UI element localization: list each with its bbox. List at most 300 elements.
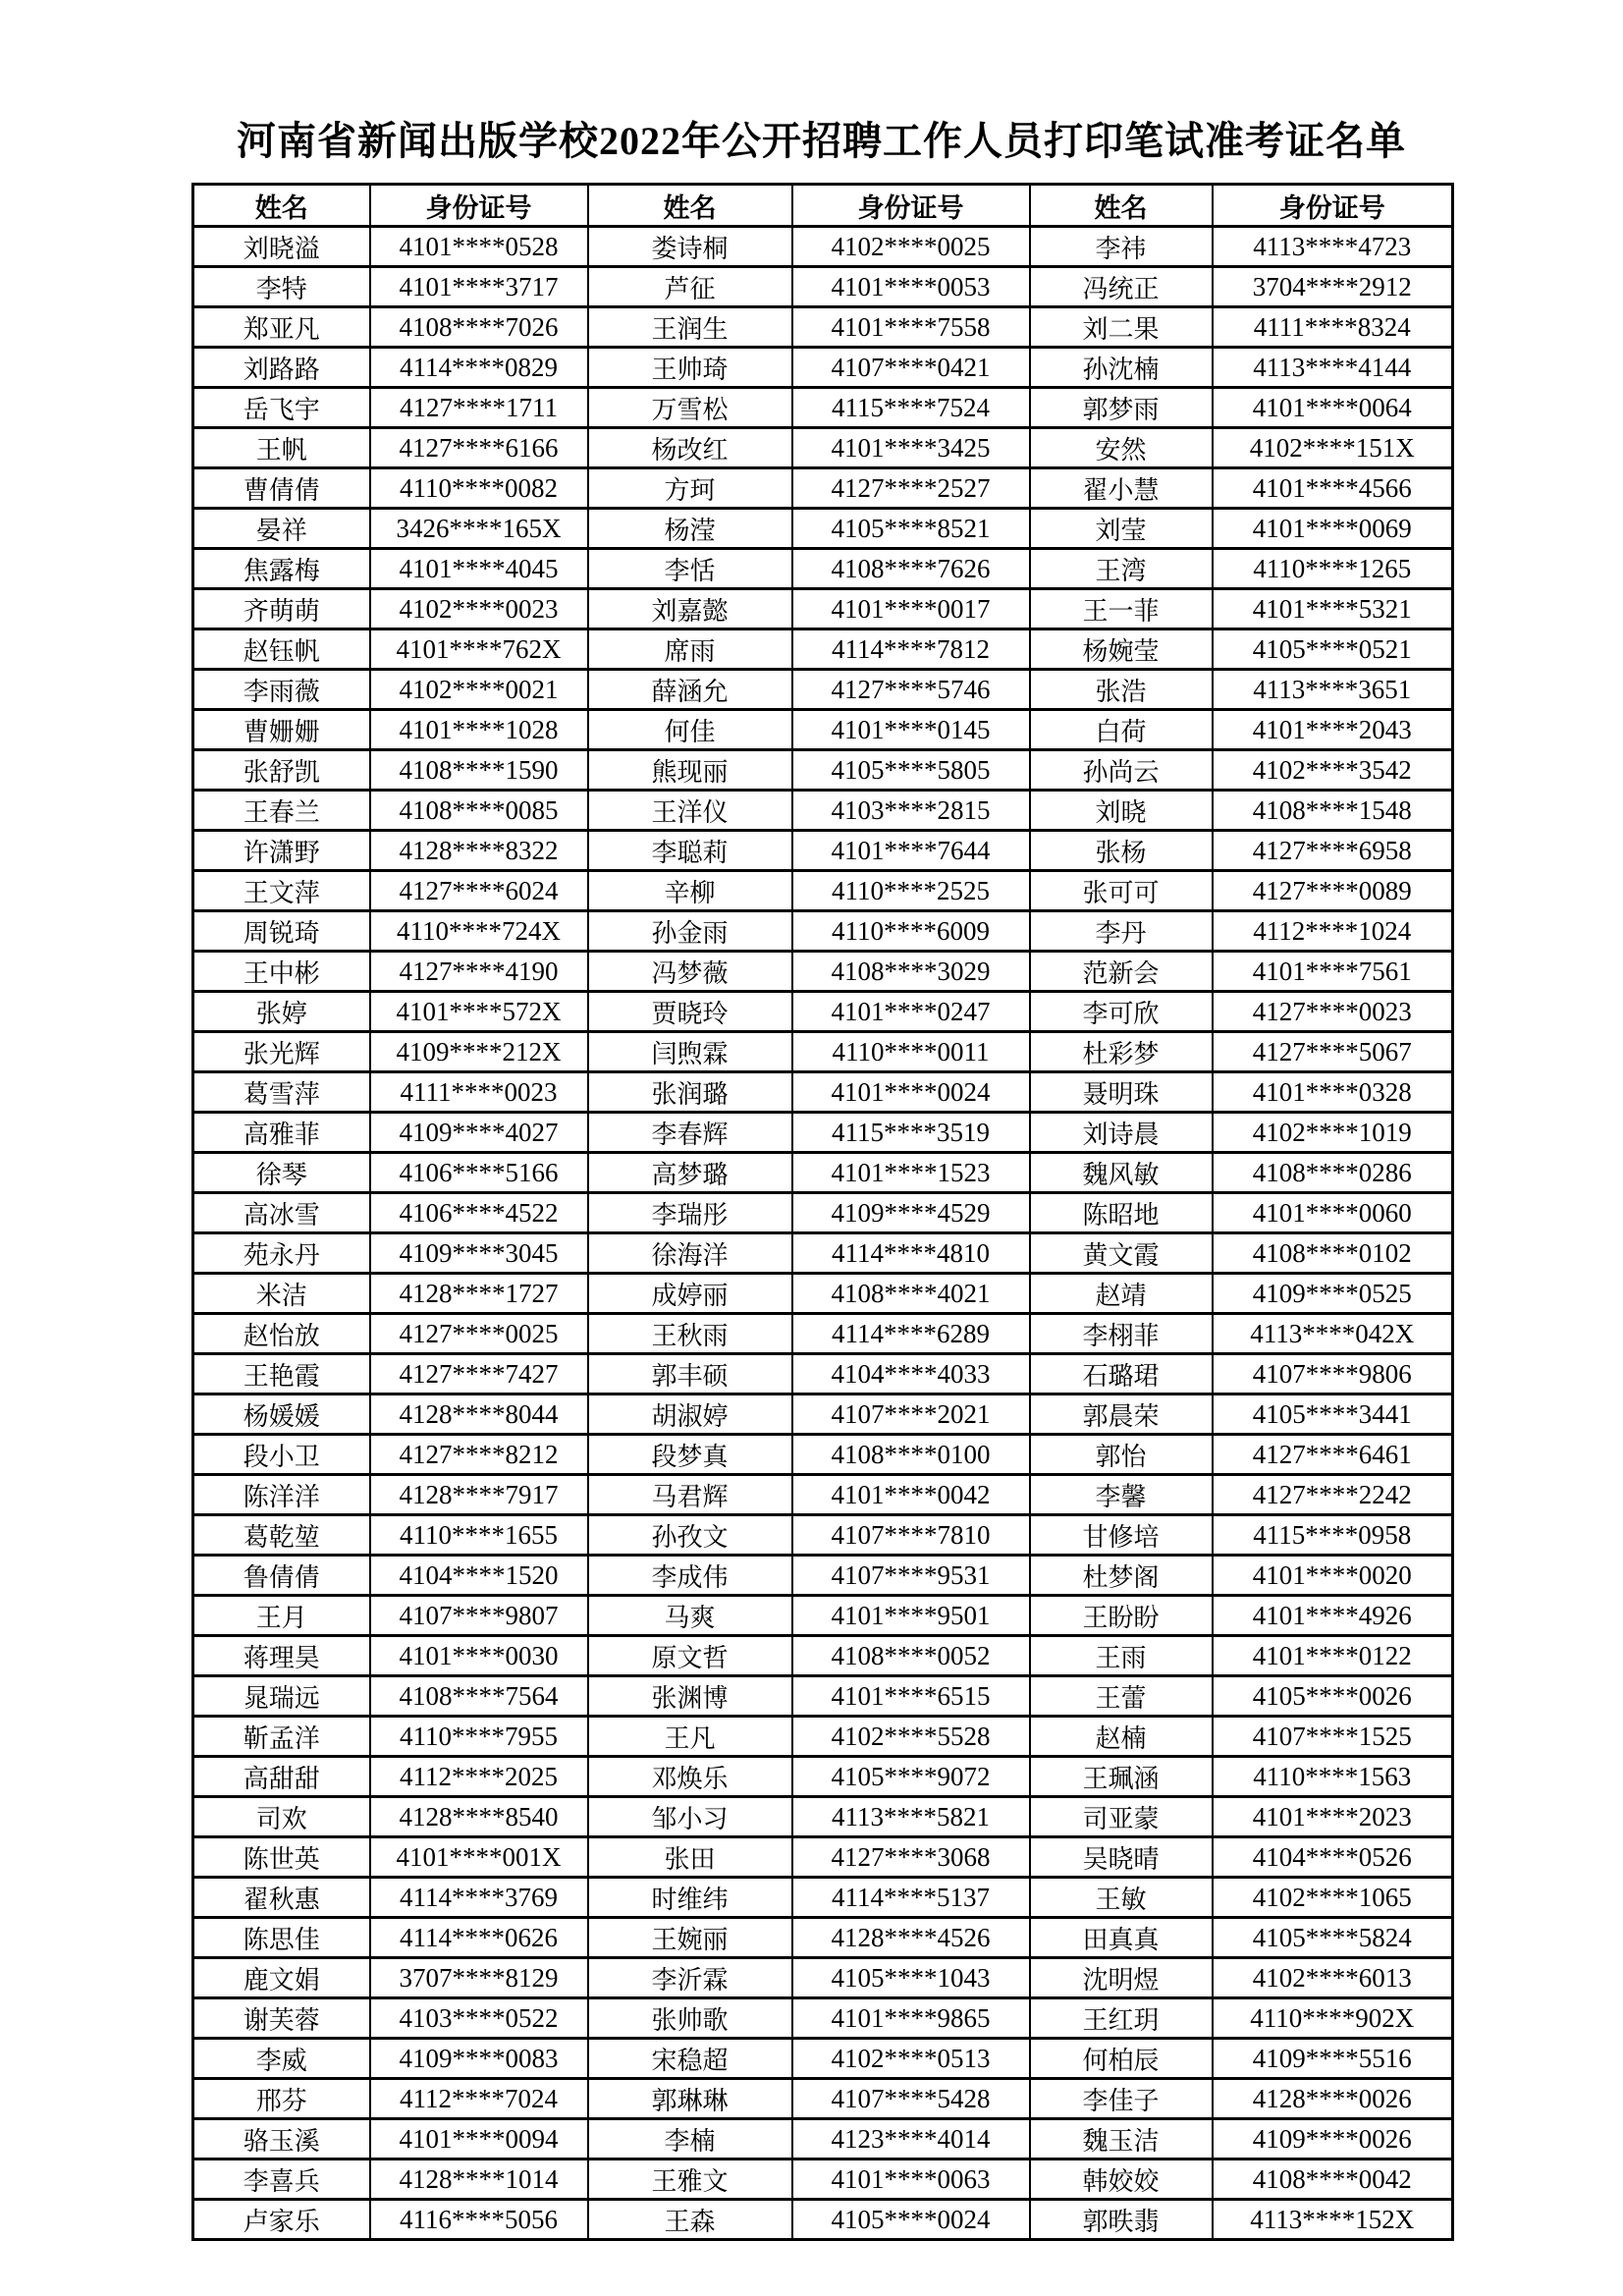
name-cell: 李栩菲 xyxy=(1030,1314,1213,1354)
id-cell: 4109****0026 xyxy=(1213,2119,1453,2159)
id-cell: 4109****212X xyxy=(370,1032,588,1072)
name-cell: 薛涵允 xyxy=(588,670,792,710)
id-cell: 4115****0958 xyxy=(1213,1515,1453,1556)
id-cell: 4108****1548 xyxy=(1213,791,1453,831)
name-cell: 时维纬 xyxy=(588,1878,792,1918)
id-cell: 4110****724X xyxy=(370,911,588,952)
name-cell: 黄文霞 xyxy=(1030,1233,1213,1274)
id-cell: 4101****0024 xyxy=(792,1072,1030,1113)
name-cell: 张浩 xyxy=(1030,670,1213,710)
name-cell: 晁瑞远 xyxy=(193,1676,370,1717)
id-cell: 4115****3519 xyxy=(792,1113,1030,1153)
table-row xyxy=(193,1998,1453,2039)
table-row xyxy=(193,1797,1453,1837)
id-cell: 3704****2912 xyxy=(1213,267,1453,307)
name-cell: 王秋雨 xyxy=(588,1314,792,1354)
name-cell: 许潇野 xyxy=(193,831,370,871)
name-cell: 李喜兵 xyxy=(193,2159,370,2200)
id-cell: 4123****4014 xyxy=(792,2119,1030,2159)
name-cell: 刘晓 xyxy=(1030,791,1213,831)
id-cell: 4102****0513 xyxy=(792,2039,1030,2079)
name-cell: 杨改红 xyxy=(588,428,792,468)
id-cell: 4108****7626 xyxy=(792,549,1030,589)
name-cell: 赵怡放 xyxy=(193,1314,370,1354)
id-cell: 4127****0089 xyxy=(1213,871,1453,911)
name-cell: 王红玥 xyxy=(1030,1998,1213,2039)
id-cell: 4101****0017 xyxy=(792,589,1030,629)
id-cell: 4127****0025 xyxy=(370,1314,588,1354)
name-cell: 孙沈楠 xyxy=(1030,348,1213,388)
name-cell: 米洁 xyxy=(193,1274,370,1314)
id-cell: 4108****3029 xyxy=(792,952,1030,992)
table-row xyxy=(193,1113,1453,1153)
id-cell: 4103****0522 xyxy=(370,1998,588,2039)
id-cell: 4101****0122 xyxy=(1213,1636,1453,1676)
id-cell: 4128****7917 xyxy=(370,1475,588,1515)
id-cell: 4104****4033 xyxy=(792,1354,1030,1394)
name-cell: 张润璐 xyxy=(588,1072,792,1113)
name-cell: 晏祥 xyxy=(193,509,370,549)
table-row xyxy=(193,1717,1453,1757)
name-cell: 冯统正 xyxy=(1030,267,1213,307)
name-cell: 贾晓玲 xyxy=(588,992,792,1032)
id-cell: 4109****3045 xyxy=(370,1233,588,1274)
id-cell: 4105****3441 xyxy=(1213,1394,1453,1435)
name-cell: 杨媛媛 xyxy=(193,1394,370,1435)
id-cell: 4108****7564 xyxy=(370,1676,588,1717)
name-cell: 李恬 xyxy=(588,549,792,589)
name-cell: 苑永丹 xyxy=(193,1233,370,1274)
id-cell: 4109****0083 xyxy=(370,2039,588,2079)
id-cell: 4101****0042 xyxy=(792,1475,1030,1515)
id-cell: 4112****7024 xyxy=(370,2079,588,2119)
id-cell: 4108****7026 xyxy=(370,307,588,348)
id-cell: 4108****0052 xyxy=(792,1636,1030,1676)
name-cell: 成婷丽 xyxy=(588,1274,792,1314)
id-cell: 4113****152X xyxy=(1213,2200,1453,2240)
name-cell: 杨滢 xyxy=(588,509,792,549)
name-cell: 张婷 xyxy=(193,992,370,1032)
name-cell: 吴晓晴 xyxy=(1030,1837,1213,1878)
name-cell: 闫煦霖 xyxy=(588,1032,792,1072)
name-cell: 刘嘉懿 xyxy=(588,589,792,629)
header-cell-id: 身份证号 xyxy=(1213,185,1453,227)
name-cell: 孙金雨 xyxy=(588,911,792,952)
header-cell-id: 身份证号 xyxy=(792,185,1030,227)
name-cell: 冯梦薇 xyxy=(588,952,792,992)
id-cell: 4101****572X xyxy=(370,992,588,1032)
id-cell: 4108****4021 xyxy=(792,1274,1030,1314)
id-cell: 3426****165X xyxy=(370,509,588,549)
id-cell: 4101****4045 xyxy=(370,549,588,589)
name-cell: 马爽 xyxy=(588,1596,792,1636)
id-cell: 4108****0100 xyxy=(792,1435,1030,1475)
name-cell: 王月 xyxy=(193,1596,370,1636)
id-cell: 4105****0026 xyxy=(1213,1676,1453,1717)
name-cell: 张帅歌 xyxy=(588,1998,792,2039)
id-cell: 4102****151X xyxy=(1213,428,1453,468)
id-cell: 4114****0626 xyxy=(370,1918,588,1958)
name-cell: 李沂霖 xyxy=(588,1958,792,1998)
table-row xyxy=(193,1193,1453,1233)
id-cell: 4105****5824 xyxy=(1213,1918,1453,1958)
table-row xyxy=(193,307,1453,348)
id-cell: 4113****5821 xyxy=(792,1797,1030,1837)
name-cell: 刘路路 xyxy=(193,348,370,388)
table-row xyxy=(193,1153,1453,1193)
table-row xyxy=(193,388,1453,428)
name-cell: 韩姣姣 xyxy=(1030,2159,1213,2200)
name-cell: 石璐珺 xyxy=(1030,1354,1213,1394)
name-cell: 葛乾堃 xyxy=(193,1515,370,1556)
name-cell: 张渊博 xyxy=(588,1676,792,1717)
header-cell-id: 身份证号 xyxy=(370,185,588,227)
name-cell: 焦露梅 xyxy=(193,549,370,589)
id-cell: 4101****7558 xyxy=(792,307,1030,348)
header-cell-name: 姓名 xyxy=(588,185,792,227)
table-row xyxy=(193,1072,1453,1113)
id-cell: 4105****8521 xyxy=(792,509,1030,549)
name-cell: 司亚蒙 xyxy=(1030,1797,1213,1837)
id-cell: 4101****0094 xyxy=(370,2119,588,2159)
id-cell: 4105****0024 xyxy=(792,2200,1030,2240)
id-cell: 4110****1265 xyxy=(1213,549,1453,589)
name-cell: 王盼盼 xyxy=(1030,1596,1213,1636)
table-row xyxy=(193,468,1453,509)
id-cell: 4108****0085 xyxy=(370,791,588,831)
id-cell: 4101****0060 xyxy=(1213,1193,1453,1233)
table-row xyxy=(193,428,1453,468)
id-cell: 4108****1590 xyxy=(370,750,588,791)
id-cell: 4107****9807 xyxy=(370,1596,588,1636)
name-cell: 娄诗桐 xyxy=(588,227,792,267)
name-cell: 王凡 xyxy=(588,1717,792,1757)
id-cell: 4101****6515 xyxy=(792,1676,1030,1717)
name-cell: 邢芬 xyxy=(193,2079,370,2119)
id-cell: 4101****9501 xyxy=(792,1596,1030,1636)
id-cell: 4102****3542 xyxy=(1213,750,1453,791)
name-cell: 王文萍 xyxy=(193,871,370,911)
id-cell: 4111****8324 xyxy=(1213,307,1453,348)
table-row xyxy=(193,2079,1453,2119)
name-cell: 陈世英 xyxy=(193,1837,370,1878)
id-cell: 4128****8540 xyxy=(370,1797,588,1837)
name-cell: 邹小习 xyxy=(588,1797,792,1837)
name-cell: 曹姗姗 xyxy=(193,710,370,750)
id-cell: 4105****1043 xyxy=(792,1958,1030,1998)
name-cell: 郭琳琳 xyxy=(588,2079,792,2119)
name-cell: 万雪松 xyxy=(588,388,792,428)
id-cell: 4108****0102 xyxy=(1213,1233,1453,1274)
table-row xyxy=(193,348,1453,388)
name-cell: 方珂 xyxy=(588,468,792,509)
id-cell: 4128****4526 xyxy=(792,1918,1030,1958)
id-cell: 4101****7561 xyxy=(1213,952,1453,992)
id-cell: 4127****8212 xyxy=(370,1435,588,1475)
name-cell: 王婉丽 xyxy=(588,1918,792,1958)
id-cell: 4106****4522 xyxy=(370,1193,588,1233)
id-cell: 4114****3769 xyxy=(370,1878,588,1918)
table-row xyxy=(193,1958,1453,1998)
name-cell: 张舒凯 xyxy=(193,750,370,791)
name-cell: 孙孜文 xyxy=(588,1515,792,1556)
id-cell: 4113****4144 xyxy=(1213,348,1453,388)
id-cell: 4101****001X xyxy=(370,1837,588,1878)
id-cell: 4101****1523 xyxy=(792,1153,1030,1193)
name-cell: 卢家乐 xyxy=(193,2200,370,2240)
name-cell: 李成伟 xyxy=(588,1556,792,1596)
id-cell: 4127****3068 xyxy=(792,1837,1030,1878)
id-cell: 4127****1711 xyxy=(370,388,588,428)
id-cell: 4101****0064 xyxy=(1213,388,1453,428)
table-row xyxy=(193,710,1453,750)
name-cell: 刘诗晨 xyxy=(1030,1113,1213,1153)
id-cell: 4101****0030 xyxy=(370,1636,588,1676)
name-cell: 谢芙蓉 xyxy=(193,1998,370,2039)
name-cell: 王蕾 xyxy=(1030,1676,1213,1717)
id-cell: 4128****0026 xyxy=(1213,2079,1453,2119)
name-cell: 芦征 xyxy=(588,267,792,307)
id-cell: 4103****2815 xyxy=(792,791,1030,831)
id-cell: 4105****5805 xyxy=(792,750,1030,791)
table-row xyxy=(193,2039,1453,2079)
name-cell: 李聪莉 xyxy=(588,831,792,871)
name-cell: 王洋仪 xyxy=(588,791,792,831)
name-cell: 李威 xyxy=(193,2039,370,2079)
name-cell: 李可欣 xyxy=(1030,992,1213,1032)
name-cell: 杜梦阁 xyxy=(1030,1556,1213,1596)
id-cell: 4102****0023 xyxy=(370,589,588,629)
header-cell-name: 姓名 xyxy=(193,185,370,227)
id-cell: 4108****0042 xyxy=(1213,2159,1453,2200)
id-cell: 4127****7427 xyxy=(370,1354,588,1394)
table-row xyxy=(193,992,1453,1032)
name-cell: 宋稳超 xyxy=(588,2039,792,2079)
table-row xyxy=(193,670,1453,710)
id-cell: 4102****6013 xyxy=(1213,1958,1453,1998)
name-cell: 范新会 xyxy=(1030,952,1213,992)
id-cell: 4102****1019 xyxy=(1213,1113,1453,1153)
name-cell: 高雅菲 xyxy=(193,1113,370,1153)
name-cell: 李特 xyxy=(193,267,370,307)
table-row xyxy=(193,791,1453,831)
name-cell: 葛雪萍 xyxy=(193,1072,370,1113)
name-cell: 李春辉 xyxy=(588,1113,792,1153)
name-cell: 张可可 xyxy=(1030,871,1213,911)
table-row xyxy=(193,2200,1453,2240)
id-cell: 4101****0247 xyxy=(792,992,1030,1032)
id-cell: 4116****5056 xyxy=(370,2200,588,2240)
table-row xyxy=(193,1515,1453,1556)
table-row xyxy=(193,1314,1453,1354)
id-cell: 4101****4926 xyxy=(1213,1596,1453,1636)
id-cell: 4101****0063 xyxy=(792,2159,1030,2200)
table-row xyxy=(193,1032,1453,1072)
name-cell: 王帅琦 xyxy=(588,348,792,388)
id-cell: 4128****1727 xyxy=(370,1274,588,1314)
id-cell: 4101****4566 xyxy=(1213,468,1453,509)
roster-table-header xyxy=(193,185,1453,227)
name-cell: 郭梦雨 xyxy=(1030,388,1213,428)
name-cell: 郭怡 xyxy=(1030,1435,1213,1475)
id-cell: 4105****9072 xyxy=(792,1757,1030,1797)
id-cell: 4102****0025 xyxy=(792,227,1030,267)
id-cell: 4110****6009 xyxy=(792,911,1030,952)
id-cell: 4110****902X xyxy=(1213,1998,1453,2039)
id-cell: 4109****4027 xyxy=(370,1113,588,1153)
table-row xyxy=(193,871,1453,911)
name-cell: 翟秋惠 xyxy=(193,1878,370,1918)
id-cell: 4128****8044 xyxy=(370,1394,588,1435)
id-cell: 4101****0328 xyxy=(1213,1072,1453,1113)
id-cell: 4128****1014 xyxy=(370,2159,588,2200)
name-cell: 魏玉洁 xyxy=(1030,2119,1213,2159)
id-cell: 4101****3425 xyxy=(792,428,1030,468)
id-cell: 4107****1525 xyxy=(1213,1717,1453,1757)
table-row xyxy=(193,1676,1453,1717)
name-cell: 何柏辰 xyxy=(1030,2039,1213,2079)
id-cell: 4112****2025 xyxy=(370,1757,588,1797)
name-cell: 段梦真 xyxy=(588,1435,792,1475)
name-cell: 刘莹 xyxy=(1030,509,1213,549)
table-row xyxy=(193,1636,1453,1676)
table-row xyxy=(193,1274,1453,1314)
id-cell: 4104****1520 xyxy=(370,1556,588,1596)
table-row xyxy=(193,1233,1453,1274)
id-cell: 4114****6289 xyxy=(792,1314,1030,1354)
id-cell: 3707****8129 xyxy=(370,1958,588,1998)
name-cell: 李瑞彤 xyxy=(588,1193,792,1233)
name-cell: 曹倩倩 xyxy=(193,468,370,509)
id-cell: 4109****5516 xyxy=(1213,2039,1453,2079)
name-cell: 齐萌萌 xyxy=(193,589,370,629)
name-cell: 李楠 xyxy=(588,2119,792,2159)
id-cell: 4101****762X xyxy=(370,629,588,670)
table-row xyxy=(193,1475,1453,1515)
id-cell: 4113****4723 xyxy=(1213,227,1453,267)
id-cell: 4105****0521 xyxy=(1213,629,1453,670)
table-row xyxy=(193,1596,1453,1636)
name-cell: 郑亚凡 xyxy=(193,307,370,348)
name-cell: 王森 xyxy=(588,2200,792,2240)
id-cell: 4110****7955 xyxy=(370,1717,588,1757)
name-cell: 赵钰帆 xyxy=(193,629,370,670)
name-cell: 王中彬 xyxy=(193,952,370,992)
id-cell: 4108****0286 xyxy=(1213,1153,1453,1193)
id-cell: 4107****5428 xyxy=(792,2079,1030,2119)
id-cell: 4127****2242 xyxy=(1213,1475,1453,1515)
header-cell-name: 姓名 xyxy=(1030,185,1213,227)
id-cell: 4112****1024 xyxy=(1213,911,1453,952)
name-cell: 白荷 xyxy=(1030,710,1213,750)
name-cell: 王帆 xyxy=(193,428,370,468)
id-cell: 4101****3717 xyxy=(370,267,588,307)
name-cell: 马君辉 xyxy=(588,1475,792,1515)
table-row xyxy=(193,267,1453,307)
id-cell: 4107****9806 xyxy=(1213,1354,1453,1394)
id-cell: 4107****0421 xyxy=(792,348,1030,388)
table-row xyxy=(193,2159,1453,2200)
name-cell: 王珮涵 xyxy=(1030,1757,1213,1797)
id-cell: 4101****1028 xyxy=(370,710,588,750)
name-cell: 沈明煜 xyxy=(1030,1958,1213,1998)
id-cell: 4106****5166 xyxy=(370,1153,588,1193)
name-cell: 徐海洋 xyxy=(588,1233,792,1274)
id-cell: 4127****5746 xyxy=(792,670,1030,710)
name-cell: 李丹 xyxy=(1030,911,1213,952)
id-cell: 4110****0011 xyxy=(792,1032,1030,1072)
table-row xyxy=(193,589,1453,629)
name-cell: 赵靖 xyxy=(1030,1274,1213,1314)
name-cell: 鲁倩倩 xyxy=(193,1556,370,1596)
id-cell: 4109****0525 xyxy=(1213,1274,1453,1314)
name-cell: 李馨 xyxy=(1030,1475,1213,1515)
table-row xyxy=(193,831,1453,871)
name-cell: 魏风敏 xyxy=(1030,1153,1213,1193)
name-cell: 靳孟洋 xyxy=(193,1717,370,1757)
table-row xyxy=(193,549,1453,589)
id-cell: 4127****5067 xyxy=(1213,1032,1453,1072)
id-cell: 4114****0829 xyxy=(370,348,588,388)
table-row xyxy=(193,1556,1453,1596)
name-cell: 翟小慧 xyxy=(1030,468,1213,509)
id-cell: 4101****5321 xyxy=(1213,589,1453,629)
name-cell: 张杨 xyxy=(1030,831,1213,871)
name-cell: 司欢 xyxy=(193,1797,370,1837)
name-cell: 邓焕乐 xyxy=(588,1757,792,1797)
name-cell: 王润生 xyxy=(588,307,792,348)
roster-table xyxy=(191,183,1454,2241)
name-cell: 李祎 xyxy=(1030,227,1213,267)
name-cell: 岳飞宇 xyxy=(193,388,370,428)
table-row xyxy=(193,1837,1453,1878)
id-cell: 4102****0021 xyxy=(370,670,588,710)
name-cell: 张田 xyxy=(588,1837,792,1878)
table-row xyxy=(193,509,1453,549)
name-cell: 张光辉 xyxy=(193,1032,370,1072)
id-cell: 4101****0528 xyxy=(370,227,588,267)
id-cell: 4114****7812 xyxy=(792,629,1030,670)
name-cell: 李雨薇 xyxy=(193,670,370,710)
id-cell: 4101****0069 xyxy=(1213,509,1453,549)
id-cell: 4101****0020 xyxy=(1213,1556,1453,1596)
name-cell: 蒋理昊 xyxy=(193,1636,370,1676)
name-cell: 李佳子 xyxy=(1030,2079,1213,2119)
table-row xyxy=(193,1435,1453,1475)
name-cell: 郭昳翡 xyxy=(1030,2200,1213,2240)
id-cell: 4110****0082 xyxy=(370,468,588,509)
id-cell: 4110****2525 xyxy=(792,871,1030,911)
name-cell: 辛柳 xyxy=(588,871,792,911)
id-cell: 4127****6166 xyxy=(370,428,588,468)
id-cell: 4101****7644 xyxy=(792,831,1030,871)
id-cell: 4127****0023 xyxy=(1213,992,1453,1032)
id-cell: 4101****0145 xyxy=(792,710,1030,750)
id-cell: 4127****6461 xyxy=(1213,1435,1453,1475)
name-cell: 原文哲 xyxy=(588,1636,792,1676)
name-cell: 杜彩梦 xyxy=(1030,1032,1213,1072)
id-cell: 4113****042X xyxy=(1213,1314,1453,1354)
id-cell: 4101****0053 xyxy=(792,267,1030,307)
table-row xyxy=(193,911,1453,952)
id-cell: 4115****7524 xyxy=(792,388,1030,428)
name-cell: 安然 xyxy=(1030,428,1213,468)
id-cell: 4128****8322 xyxy=(370,831,588,871)
name-cell: 王湾 xyxy=(1030,549,1213,589)
name-cell: 王敏 xyxy=(1030,1878,1213,1918)
table-row xyxy=(193,1757,1453,1797)
name-cell: 郭晨荣 xyxy=(1030,1394,1213,1435)
